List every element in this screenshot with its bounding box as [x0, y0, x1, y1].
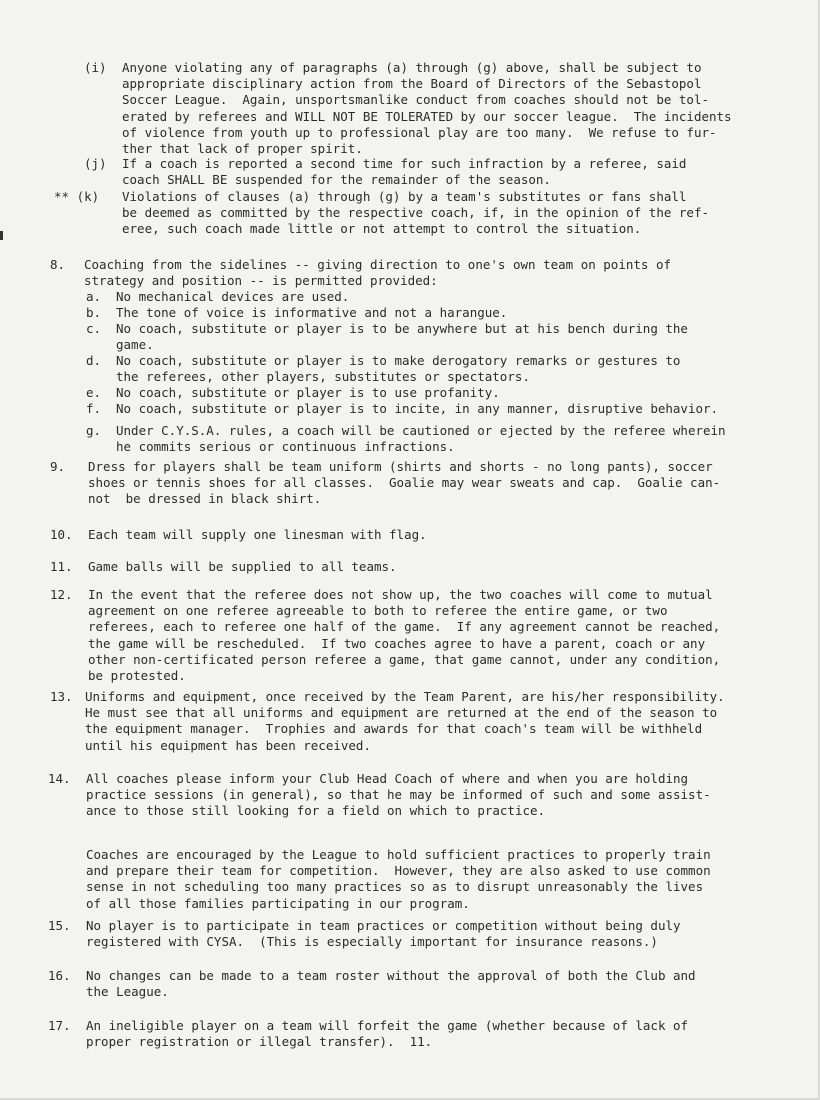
text-line: coach SHALL BE suspended for the remainder of the season. [122, 172, 551, 188]
item-marker: ** (k) [54, 189, 100, 204]
text-line: the League. [86, 984, 169, 1000]
text-line: An ineligible player on a team will forfeit the game (whether because of lack of [86, 1018, 689, 1033]
text-line: the referees, other players, substitutes or spectators. [116, 369, 530, 385]
text-line: No changes can be made to a team roster without the approval of both the Club and [86, 968, 696, 983]
margin-mark [0, 231, 3, 240]
text-line: until his equipment has been received. [85, 737, 371, 753]
text-line: he commits serious or continuous infractions. [116, 439, 455, 455]
item-marker: a. [86, 289, 102, 304]
text-line: of violence from youth up to professional play are too many. We refuse to fur- [122, 124, 717, 140]
text-line: ther that lack of proper spirit. [122, 141, 363, 156]
text-line: not be dressed in black shirt. [88, 491, 322, 507]
text-line: erated by referees and WILL NOT BE TOLERATED by our soccer league. The incidents [122, 108, 732, 124]
text-line: No coach, substitute or player is to use profanity. [116, 385, 500, 400]
text-line: Under C.Y.S.A. rules, a coach will be cautioned or ejected by the referee wherein [116, 423, 726, 438]
item-marker: 12. [50, 587, 73, 602]
item-marker: c. [86, 321, 102, 336]
item-marker: (i) [84, 60, 107, 75]
item-marker: 14. [48, 771, 71, 786]
item-marker: 16. [48, 968, 71, 983]
text-line: If a coach is reported a second time for such infraction by a referee, said [122, 156, 687, 171]
text-line: In the event that the referee does not show up, the two coaches will come to mutual [88, 587, 713, 602]
text-line: referees, each to referee one half of the game. If any agreement cannot be reached, [88, 619, 721, 635]
text-line: eree, such coach made little or not attempt to control the situation. [122, 221, 642, 237]
item-marker: 8. [50, 257, 66, 272]
text-line: Game balls will be supplied to all teams. [88, 559, 397, 574]
item-marker: 13. [50, 689, 73, 704]
text-line: No coach, substitute or player is to be anywhere but at his bench during the [116, 321, 688, 336]
text-line: sense in not scheduling too many practices so as to disrupt unreasonably the lives [86, 879, 704, 895]
text-line: The tone of voice is informative and not a harangue. [116, 305, 508, 320]
text-line: registered with CYSA. (This is especially important for insurance reasons.) [86, 934, 658, 950]
item-marker: e. [86, 385, 102, 400]
text-line: Coaching from the sidelines -- giving direction to one's own team on points of [84, 257, 671, 272]
text-line: No player is to participate in team practices or competition without being duly [86, 918, 681, 933]
text-line: No mechanical devices are used. [116, 289, 350, 304]
item-marker: g. [86, 423, 102, 438]
text-line: shoes or tennis shoes for all classes. Goalie may wear sweats and cap. Goalie can- [88, 475, 721, 491]
text-line: strategy and position -- is permitted provided: [84, 273, 438, 289]
item-marker: f. [86, 401, 102, 416]
item-marker: 15. [48, 918, 71, 933]
text-line: No coach, substitute or player is to make derogatory remarks or gestures to [116, 353, 681, 368]
text-line: Dress for players shall be team uniform (shirts and shorts - no long pants), soccer [88, 459, 713, 474]
text-line: and prepare their team for competition. However, they are also asked to use common [86, 863, 711, 879]
item-marker: d. [86, 353, 102, 368]
item-marker: 17. [48, 1018, 71, 1033]
text-line: Each team will supply one linesman with flag. [88, 527, 427, 542]
text-line: be deemed as committed by the respective coach, if, in the opinion of the ref- [122, 205, 709, 221]
text-line: Uniforms and equipment, once received by the Team Parent, are his/her responsibility. [85, 689, 725, 704]
text-line: No coach, substitute or player is to incite, in any manner, disruptive behavior. [116, 401, 719, 416]
text-line: practice sessions (in general), so that he may be informed of such and some assist- [86, 787, 711, 803]
text-line: ance to those still looking for a field on which to practice. [86, 803, 546, 819]
text-line: the equipment manager. Trophies and awards for that coach's team will be withheld [85, 721, 703, 737]
item-marker: 10. [50, 527, 73, 542]
text-line: Coaches are encouraged by the League to hold sufficient practices to properly train [86, 847, 711, 862]
text-line: other non-certificated person referee a game, that game cannot, under any condition, [88, 651, 721, 667]
text-line: He must see that all uniforms and equipment are returned at the end of the season to [85, 705, 718, 721]
text-line: agreement on one referee agreeable to both to referee the entire game, or two [88, 603, 668, 619]
text-line: game. [116, 337, 154, 353]
item-marker: 11. [50, 559, 73, 574]
text-line: All coaches please inform your Club Head Coach of where and when you are holding [86, 771, 689, 786]
item-marker: b. [86, 305, 102, 320]
text-line: the game will be rescheduled. If two coaches agree to have a parent, coach or any [88, 635, 706, 651]
text-line: appropriate disciplinary action from the Board of Directors of the Sebastopol [122, 76, 702, 92]
text-line: proper registration or illegal transfer). 11. [86, 1034, 433, 1050]
item-marker: 9. [50, 459, 66, 474]
text-line: of all those families participating in our program. [86, 895, 470, 911]
text-line: Anyone violating any of paragraphs (a) through (g) above, shall be subject to [122, 60, 702, 75]
text-line: Violations of clauses (a) through (g) by a team's substitutes or fans shall [122, 189, 687, 204]
item-marker: (j) [84, 156, 107, 171]
text-line: be protested. [88, 668, 186, 683]
text-line: Soccer League. Again, unsportsmanlike conduct from coaches should not be tol- [122, 92, 709, 108]
